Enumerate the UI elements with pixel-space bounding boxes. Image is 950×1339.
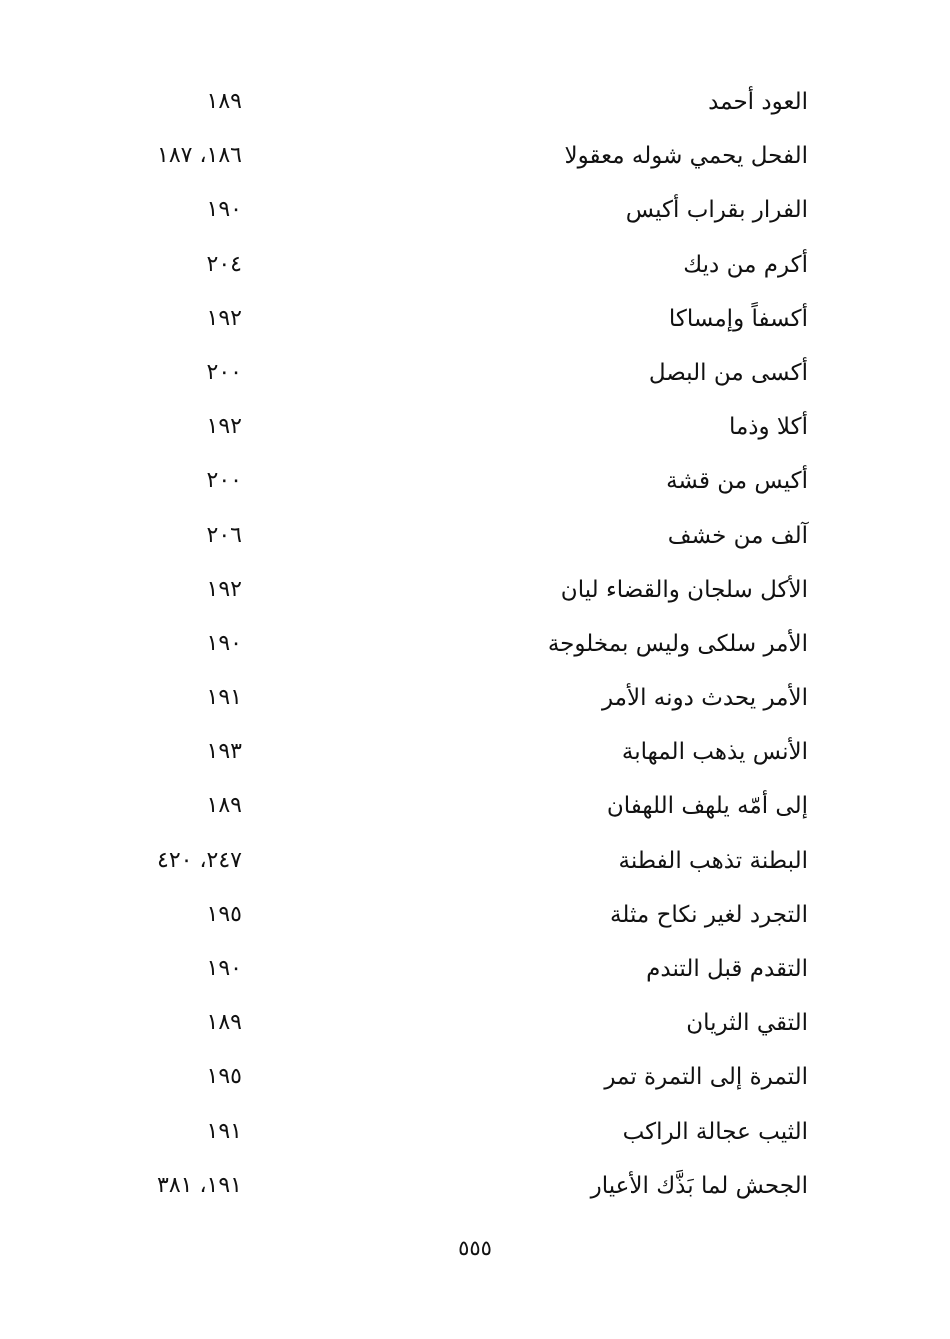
entry-phrase: البطنة تذهب الفطنة <box>618 847 808 874</box>
entry-page-refs: ١٩١ <box>206 685 242 711</box>
entry-page-refs: ١٩٠ <box>206 630 242 656</box>
entry-page-refs: ١٩٠ <box>206 956 242 981</box>
entry-phrase: أكلا وذما <box>728 414 808 441</box>
index-entry <box>0 1108 950 1162</box>
entry-page-refs: ١٩٢ <box>206 576 242 602</box>
entry-page-refs: ١٨٦، ١٨٧ <box>157 143 242 169</box>
index-entry <box>0 837 950 891</box>
index-entry <box>0 512 950 566</box>
entry-page-refs: ١٩٢ <box>206 305 242 331</box>
index-entry <box>0 78 950 132</box>
entry-phrase: الأمر سلكى وليس بمخلوجة <box>547 630 808 657</box>
entry-page-refs: ١٩٣ <box>206 739 242 765</box>
index-entry <box>0 1053 950 1107</box>
entry-phrase: الثيب عجالة الراكب <box>622 1118 808 1145</box>
index-entry <box>0 782 950 836</box>
entry-page-refs: ١٨٩ <box>206 1010 242 1036</box>
entry-page-refs: ١٩١ <box>206 1118 242 1144</box>
entry-phrase: التمرة إلى التمرة تمر <box>604 1064 808 1091</box>
entry-page-refs: ٢٠٠ <box>206 468 242 494</box>
entry-phrase: الأمر يحدث دونه الأمر <box>601 685 808 712</box>
entry-phrase: أكرم من ديك <box>683 251 808 278</box>
entry-page-refs: ٢٠٤ <box>206 251 242 277</box>
entry-page-refs: ١٨٩ <box>206 89 242 114</box>
entry-phrase: آلف من خشف <box>667 522 808 549</box>
index-entry <box>0 403 950 457</box>
entry-phrase: الفرار بقراب أكيس <box>625 197 808 224</box>
index-entry <box>0 1162 950 1216</box>
index-entry <box>0 999 950 1053</box>
index-entry <box>0 945 950 999</box>
entry-phrase: أكسفاً وإمساكا <box>668 305 808 332</box>
page-number: ٥٥٥ <box>458 1236 492 1260</box>
index-entry <box>0 132 950 186</box>
entry-page-refs: ٢٤٧، ٤٢٠ <box>157 847 242 873</box>
index-entry <box>0 349 950 403</box>
proverb-index-list <box>0 78 950 1216</box>
entry-phrase: الأنس يذهب المهابة <box>621 739 808 766</box>
entry-page-refs: ١٩١، ٣٨١ <box>157 1172 242 1198</box>
index-entry <box>0 674 950 728</box>
entry-phrase: الأكل سلجان والقضاء ليان <box>560 576 808 603</box>
entry-page-refs: ١٩٥ <box>206 901 242 927</box>
index-entry <box>0 891 950 945</box>
index-entry <box>0 566 950 620</box>
entry-page-refs: ٢٠٦ <box>206 522 242 548</box>
entry-phrase: أكسى من البصل <box>648 359 808 386</box>
index-entry <box>0 186 950 240</box>
index-entry <box>0 728 950 782</box>
index-entry <box>0 241 950 295</box>
entry-page-refs: ١٩٥ <box>206 1064 242 1090</box>
index-entry <box>0 620 950 674</box>
entry-page-refs: ٢٠٠ <box>206 359 242 385</box>
entry-phrase: الجحش لما بَذَّك الأعيار <box>590 1172 808 1199</box>
entry-phrase: الفحل يحمي شوله معقولا <box>564 143 808 170</box>
entry-page-refs: ١٩٢ <box>206 414 242 440</box>
index-entry <box>0 457 950 511</box>
entry-page-refs: ١٩٠ <box>206 197 242 223</box>
index-entry <box>0 295 950 349</box>
entry-phrase: إلى أمّه يلهف اللهفان <box>606 793 808 820</box>
entry-phrase: التقي الثريان <box>686 1010 808 1037</box>
entry-phrase: العود أحمد <box>708 89 808 115</box>
entry-page-refs: ١٨٩ <box>206 793 242 819</box>
entry-phrase: أكيس من قشة <box>666 468 808 495</box>
entry-phrase: التقدم قبل التندم <box>646 956 808 982</box>
entry-phrase: التجرد لغير نكاح مثلة <box>610 901 808 928</box>
